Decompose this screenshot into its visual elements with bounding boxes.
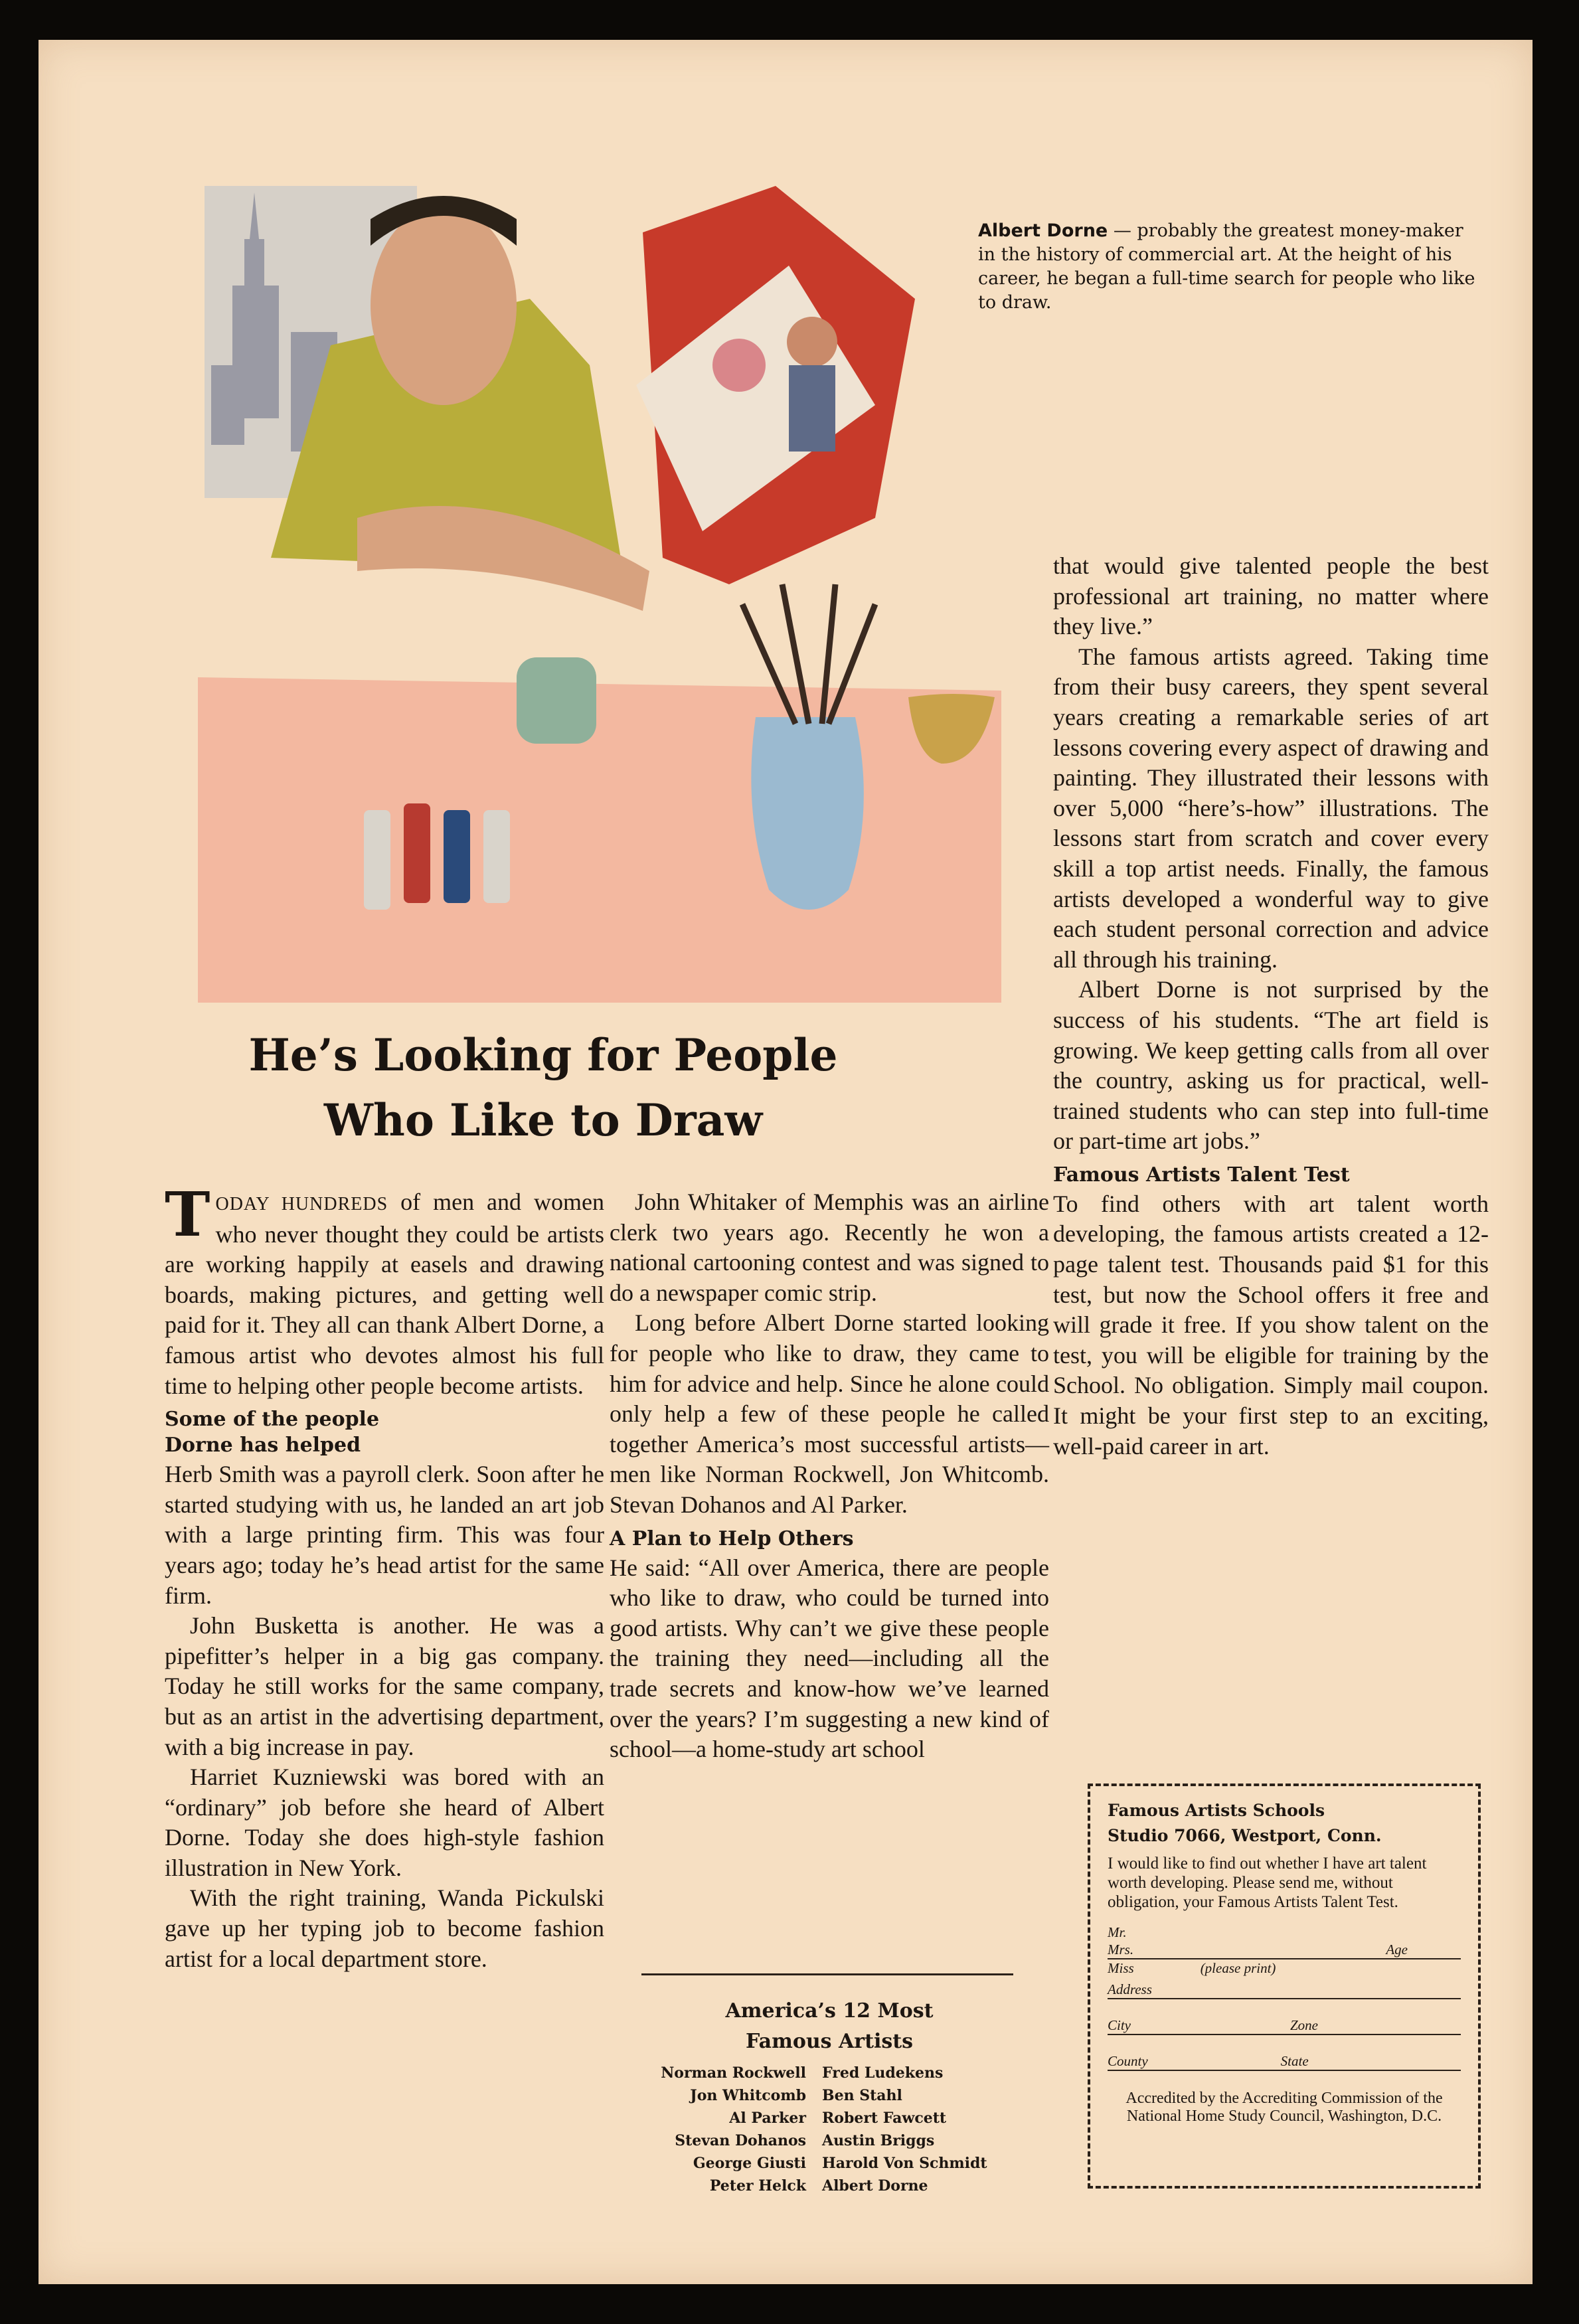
column-2 bbox=[610, 1187, 1049, 1765]
section-heading-talent-test: Famous Artists Talent Test bbox=[1053, 1163, 1350, 1187]
county-state-field[interactable] bbox=[1108, 2052, 1461, 2071]
artist-name: Harold Von Schmidt bbox=[822, 2155, 987, 2172]
paragraph: that would give talented people the best professional art training, no matter where they live.” bbox=[1053, 552, 1489, 640]
brush-jar bbox=[751, 717, 864, 910]
face bbox=[371, 206, 517, 405]
artist-row bbox=[623, 2062, 1048, 2084]
page bbox=[39, 40, 1533, 2284]
illustration-caption bbox=[978, 219, 1483, 315]
artist-name: Norman Rockwell bbox=[661, 2064, 806, 2082]
artist-row bbox=[623, 2152, 1048, 2175]
caption-text: — probably the greatest money-maker in the history of commercial art. At the height of his career, he began a full-time search for people who like to draw. bbox=[978, 220, 1475, 313]
address-field[interactable] bbox=[1108, 1981, 1461, 1999]
artist-name: Jon Whitcomb bbox=[690, 2087, 806, 2104]
address-label: Address bbox=[1108, 1981, 1152, 1997]
intro-paragraph bbox=[165, 1179, 604, 1401]
artist-name: Ben Stahl bbox=[822, 2087, 902, 2104]
mail-coupon[interactable] bbox=[1088, 1784, 1481, 2189]
paragraph: Harriet Kuzniewski was bored with an “ordinary” job before she heard of Albert Dorne. Today she does high-style fashion illustration in New York. bbox=[165, 1764, 604, 1881]
headline-line1: He’s Looking for People bbox=[248, 1029, 838, 1081]
intro-text: of men and women who never thought they could be artists are working happily at easels and drawing boards, making pictures, and getting well paid for it. They all can thank Albert Dorne, a famous artist who devotes almost his full time to helping other people become artists. bbox=[165, 1189, 604, 1399]
county-label: County bbox=[1108, 2053, 1148, 2069]
list-title-line1: America’s 12 Most bbox=[725, 1999, 934, 2023]
please-print-label: (please print) bbox=[1200, 1960, 1276, 1976]
artist-name: Albert Dorne bbox=[822, 2177, 928, 2195]
heading-line1: Some of the people bbox=[165, 1408, 380, 1432]
artist-name: Stevan Dohanos bbox=[675, 2132, 806, 2149]
name-field[interactable] bbox=[1108, 1924, 1461, 1977]
heading-line2: Dorne has helped bbox=[165, 1434, 361, 1457]
paragraph: He said: “All over America, there are people who like to draw, who could be turned into good artists. Why can’t we give these people the training they need—including all the trade secrets and know-how we’ve learned over the years? I’m suggesting a new kind of school—a home-study art school bbox=[610, 1554, 1049, 1763]
coupon-school: Famous Artists Schools bbox=[1108, 1801, 1325, 1820]
drop-cap: T bbox=[165, 1179, 210, 1250]
mr-label: Mr. bbox=[1108, 1924, 1127, 1940]
artist-name: George Giusti bbox=[693, 2155, 806, 2172]
artist-name: Austin Briggs bbox=[822, 2132, 935, 2149]
artist-name: Peter Helck bbox=[709, 2177, 806, 2195]
miss-label: Miss bbox=[1108, 1960, 1134, 1976]
artist-name: Fred Ludekens bbox=[822, 2064, 944, 2082]
paragraph: Herb Smith was a payroll clerk. Soon after he started studying with us, he landed an art job with a large printing firm. This was four years ago; today he’s head artist for the same firm. bbox=[165, 1461, 604, 1609]
paragraph: Albert Dorne is not surprised by the success of his students. “The art field is growing. We keep getting calls from all over the country, asking us for practical, well-trained students who can step into full-time or part-time art jobs.” bbox=[1053, 976, 1489, 1155]
age-label: Age bbox=[1386, 1942, 1408, 1957]
caption-name: Albert Dorne bbox=[978, 220, 1108, 241]
zone-label: Zone bbox=[1290, 2017, 1318, 2033]
artist-row bbox=[623, 2084, 1048, 2107]
divider bbox=[641, 1973, 1013, 1975]
state-label: State bbox=[1280, 2053, 1309, 2069]
accreditation-note: Accredited by the Accrediting Commission of the National Home Study Council, Washington, D.C. bbox=[1125, 2090, 1443, 2125]
artist-name: Robert Fawcett bbox=[822, 2110, 947, 2127]
artist-name: Al Parker bbox=[729, 2110, 806, 2127]
coupon-body: I would like to find out whether I have art talent worth developing. Please send me, without obligation, your Famous Artists Talent Test. bbox=[1108, 1855, 1427, 1911]
paragraph: John Whitaker of Memphis was an airline clerk two years ago. Recently he won a national cartooning contest and was signed to do a newspaper comic strip. bbox=[610, 1189, 1049, 1306]
list-title-line2: Famous Artists bbox=[746, 2030, 913, 2053]
artist-illustration bbox=[158, 146, 1001, 1009]
artist-row bbox=[623, 2107, 1048, 2129]
section-heading-plan: A Plan to Help Others bbox=[610, 1527, 854, 1550]
column-3 bbox=[1053, 551, 1489, 1461]
city-zone-field[interactable] bbox=[1108, 2017, 1461, 2035]
headline-line2: Who Like to Draw bbox=[323, 1094, 763, 1146]
intro-smallcaps: ODAY HUNDREDS bbox=[215, 1194, 388, 1214]
column-1 bbox=[165, 1179, 604, 1974]
artists-list-title bbox=[610, 1996, 1049, 2057]
paragraph: With the right training, Wanda Pickulski gave up her typing job to become fashion artist for a local department store. bbox=[165, 1884, 604, 1972]
city-label: City bbox=[1108, 2017, 1131, 2033]
paragraph: John Busketta is another. He was a pipefitter’s helper in a big gas company. Today he still works for the same company, but as an artist in the advertising department, with a big increase in pay. bbox=[165, 1612, 604, 1760]
artists-list bbox=[623, 2062, 1048, 2197]
artist-row bbox=[623, 2129, 1048, 2152]
headline bbox=[185, 1023, 902, 1153]
paragraph: Long before Albert Dorne started looking for people who like to draw, they came to him for advice and help. Since he alone could only help a few of these people he called together America’s most successful artists—men like Norman Rockwell, Jon Whitcomb. Stevan Dohanos and Al Parker. bbox=[610, 1309, 1049, 1518]
artist-row bbox=[623, 2175, 1048, 2197]
section-heading-helped bbox=[165, 1406, 604, 1458]
paragraph: The famous artists agreed. Taking time from their busy careers, they spent several years creating a remarkable series of art lessons covering every aspect of drawing and painting. They illustrated their lessons with over 5,000 “here’s-how” illustrations. The lessons start from scratch and cover every skill a top artist needs. Finally, the famous artists developed a wonderful way to give each student personal correction and advice all through his training. bbox=[1053, 643, 1489, 973]
mrs-label: Mrs. bbox=[1108, 1942, 1134, 1957]
table bbox=[198, 677, 1001, 1003]
paragraph: To find others with art talent worth developing, the famous artists created a 12-page talent test. Thousands paid $1 for this test, but now the School offers it free and will grade it free. If you show talent on the test, you will be eligible for training by the School. No obligation. Simply mail coupon. It might be your first step to an exciting, well-paid career in art. bbox=[1053, 1190, 1489, 1459]
coupon-studio: Studio 7066, Westport, Conn. bbox=[1108, 1826, 1382, 1845]
